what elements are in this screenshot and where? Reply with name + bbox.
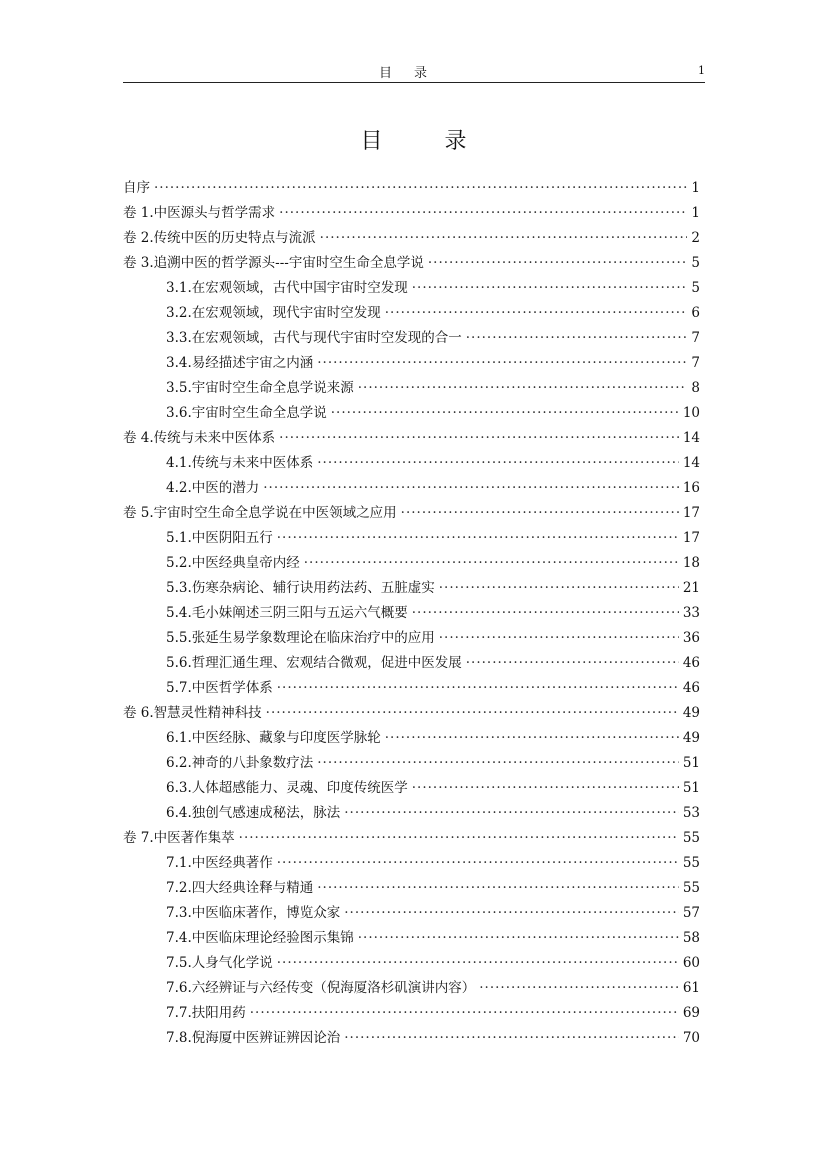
toc-entry-label: 中医的潜力 [191,480,260,496]
toc-dot-leader [154,176,687,201]
toc-entry-number: 6.4. [166,805,192,821]
toc-entry[interactable] [123,1001,700,1026]
toc-entry-label: 中医阴阳五行 [191,530,273,546]
toc-dot-leader [266,701,679,726]
document-title: 目录 [360,129,529,154]
toc-dot-leader [317,751,679,776]
toc-dot-leader [439,576,679,601]
toc-dot-leader [412,276,688,301]
toc-entry-page: 2 [691,230,700,246]
toc-entry-page: 49 [682,730,700,746]
toc-entry-page: 36 [682,630,700,646]
toc-entry-label: 在宏观领域，古代中国宇宙时空发现 [191,280,408,296]
toc-entry-label: 六经辨证与六经传变（倪海厦洛杉矶演讲内容） [191,980,476,996]
toc-dot-leader [358,926,679,951]
toc-entry-label: 人体超感能力、灵魂、印度传统医学 [191,780,408,796]
toc-entry-page: 17 [682,505,700,521]
toc-entry-number: 5.7. [166,680,192,696]
toc-entry[interactable] [123,176,700,201]
toc-entry-label: 扶阳用药 [191,1005,246,1021]
toc-entry-page: 55 [682,830,700,846]
toc-entry-label: 卷 7.中医著作集萃 [123,830,235,846]
toc-entry-number: 3.1. [166,280,192,296]
toc-entry[interactable] [123,201,700,226]
toc-entry-number: 5.2. [166,555,192,571]
toc-entry[interactable] [123,976,700,1001]
toc-entry[interactable] [123,751,700,776]
toc-entry-page: 55 [682,880,700,896]
toc-entry-label: 宇宙时空生命全息学说来源 [191,380,354,396]
toc-entry-page: 55 [682,855,700,871]
toc-entry-label: 卷 1.中医源头与哲学需求 [123,205,276,221]
toc-entry-number: 5.4. [166,605,192,621]
toc-dot-leader [304,551,679,576]
toc-dot-leader [263,476,679,501]
toc-entry-label: 宇宙时空生命全息学说 [191,405,327,421]
toc-entry-label: 四大经典诠释与精通 [191,880,314,896]
toc-entry-number: 6.1. [166,730,192,746]
toc-entry-number: 3.6. [166,405,192,421]
toc-entry-page: 51 [682,755,700,771]
toc-dot-leader [412,776,679,801]
toc-entry-page: 51 [682,780,700,796]
toc-dot-leader [331,401,679,426]
toc-entry-page: 14 [682,455,700,471]
toc-entry[interactable] [123,726,700,751]
toc-entry-number: 5.6. [166,655,192,671]
toc-entry-page: 61 [682,980,700,996]
toc-entry-label: 卷 4.传统与未来中医体系 [123,430,276,446]
toc-entry-number: 3.4. [166,355,192,371]
toc-entry[interactable] [123,901,700,926]
toc-dot-leader [412,601,679,626]
toc-entry-number: 6.2. [166,755,192,771]
header-page-number: 1 [698,64,705,77]
toc-entry-label: 独创气感速成秘法，脉法 [191,805,341,821]
toc-entry-number: 7.6. [166,980,192,996]
toc-entry-page: 6 [691,305,700,321]
toc-entry-label: 张延生易学象数理论在临床治疗中的应用 [191,630,435,646]
toc-entry-label: 中医临床理论经验图示集锦 [191,930,354,946]
toc-dot-leader [317,451,679,476]
toc-entry-page: 10 [682,405,700,421]
toc-entry-page: 1 [691,180,700,196]
toc-dot-leader [279,201,687,226]
toc-dot-leader [385,726,679,751]
toc-entry-page: 14 [682,430,700,446]
toc-entry-label: 易经描述宇宙之内涵 [191,355,314,371]
toc-entry-page: 7 [691,330,700,346]
toc-entry-number: 7.2. [166,880,192,896]
toc-entry-label: 卷 2.传统中医的历史特点与流派 [123,230,316,246]
toc-entry-label: 在宏观领域，古代与现代宇宙时空发现的合一 [191,330,462,346]
toc-entry[interactable] [123,326,700,351]
toc-entry[interactable] [123,251,700,276]
toc-entry-number: 3.3. [166,330,192,346]
toc-entry-page: 17 [682,530,700,546]
toc-entry-label: 人身气化学说 [191,955,273,971]
toc-entry[interactable] [123,1026,700,1051]
toc-entry-page: 18 [682,555,700,571]
toc-dot-leader [479,976,679,1001]
toc-entry[interactable] [123,601,700,626]
toc-dot-leader [239,826,679,851]
toc-entry-number: 7.4. [166,930,192,946]
toc-entry-page: 5 [691,280,700,296]
toc-entry-label: 哲理汇通生理、宏观结合微观，促进中医发展 [191,655,462,671]
toc-entry[interactable] [123,651,700,676]
toc-entry-page: 49 [682,705,700,721]
toc-entry[interactable] [123,676,700,701]
toc-entry[interactable] [123,801,700,826]
toc-entry-label: 卷 3.追溯中医的哲学源头---宇宙时空生命全息学说 [123,255,424,271]
toc-entry-label: 中医临床著作，博览众家 [191,905,341,921]
toc-dot-leader [401,501,679,526]
toc-dot-leader [277,851,679,876]
toc-dot-leader [358,376,688,401]
toc-entry[interactable] [123,376,700,401]
toc-entry-page: 53 [682,805,700,821]
toc-entry[interactable] [123,501,700,526]
toc-dot-leader [317,876,679,901]
toc-dot-leader [277,951,679,976]
toc-entry-label: 自序 [123,180,150,196]
toc-dot-leader [317,351,687,376]
toc-entry-number: 4.1. [166,455,192,471]
toc-dot-leader [320,226,688,251]
toc-entry[interactable] [123,301,700,326]
toc-entry[interactable] [123,476,700,501]
toc-entry-number: 7.1. [166,855,192,871]
toc-entry[interactable] [123,826,700,851]
toc-entry[interactable] [123,926,700,951]
toc-dot-leader [385,301,688,326]
toc-entry-label: 神奇的八卦象数疗法 [191,755,314,771]
toc-entry-page: 8 [691,380,700,396]
toc-entry-number: 4.2. [166,480,192,496]
toc-entry-page: 57 [682,905,700,921]
toc-dot-leader [250,1001,679,1026]
toc-entry-label: 传统与未来中医体系 [191,455,314,471]
toc-entry-number: 3.2. [166,305,192,321]
toc-entry[interactable] [123,951,700,976]
toc-entry-label: 中医经典皇帝内经 [191,555,300,571]
toc-entry[interactable] [123,701,700,726]
toc-entry[interactable] [123,626,700,651]
toc-entry-page: 46 [682,680,700,696]
toc-entry-page: 21 [682,580,700,596]
toc-entry-label: 中医哲学体系 [191,680,273,696]
toc-entry[interactable] [123,226,700,251]
toc-entry[interactable] [123,776,700,801]
toc-entry-label: 毛小妹阐述三阴三阳与五运六气概要 [191,605,408,621]
toc-entry-page: 69 [682,1005,700,1021]
toc-entry[interactable] [123,276,700,301]
toc-entry-number: 3.5. [166,380,192,396]
toc-entry-page: 33 [682,605,700,621]
toc-dot-leader [277,676,679,701]
page-header [123,60,705,83]
toc-entry[interactable] [123,451,700,476]
toc-dot-leader [466,651,679,676]
toc-entry[interactable] [123,551,700,576]
toc-dot-leader [466,326,688,351]
toc-entry-label: 伤寒杂病论、辅行诀用药法药、五脏虚实 [191,580,435,596]
toc-entry-page: 58 [682,930,700,946]
toc-dot-leader [439,626,679,651]
toc-entry-number: 5.3. [166,580,192,596]
toc-entry[interactable] [123,426,700,451]
toc-entry-number: 7.3. [166,905,192,921]
toc-dot-leader [344,801,679,826]
toc-entry-number: 7.5. [166,955,192,971]
toc-entry[interactable] [123,851,700,876]
header-title: 目录 [378,66,449,81]
toc-entry-page: 60 [682,955,700,971]
toc-entry-number: 5.1. [166,530,192,546]
toc-entry-label: 在宏观领域，现代宇宙时空发现 [191,305,381,321]
toc-entry-number: 7.7. [166,1005,192,1021]
toc-entry-number: 6.3. [166,780,192,796]
toc-entry-label: 卷 6.智慧灵性精神科技 [123,705,262,721]
toc-entry[interactable] [123,526,700,551]
toc-entry-label: 倪海厦中医辨证辨因论治 [191,1030,341,1046]
toc-entry[interactable] [123,401,700,426]
toc-entry-page: 5 [691,255,700,271]
table-of-contents [123,176,700,1051]
toc-entry[interactable] [123,576,700,601]
toc-entry-page: 1 [691,205,700,221]
toc-entry-label: 卷 5.宇宙时空生命全息学说在中医领域之应用 [123,505,397,521]
toc-dot-leader [428,251,688,276]
toc-entry[interactable] [123,351,700,376]
toc-entry-number: 5.5. [166,630,192,646]
toc-entry-page: 16 [682,480,700,496]
toc-entry-page: 7 [691,355,700,371]
toc-entry-page: 70 [682,1030,700,1046]
toc-entry-label: 中医经典著作 [191,855,273,871]
toc-entry[interactable] [123,876,700,901]
toc-entry-label: 中医经脉、藏象与印度医学脉轮 [191,730,381,746]
toc-entry-page: 46 [682,655,700,671]
toc-dot-leader [344,901,679,926]
toc-dot-leader [277,526,679,551]
toc-dot-leader [279,426,679,451]
toc-entry-number: 7.8. [166,1030,192,1046]
toc-dot-leader [344,1026,679,1051]
